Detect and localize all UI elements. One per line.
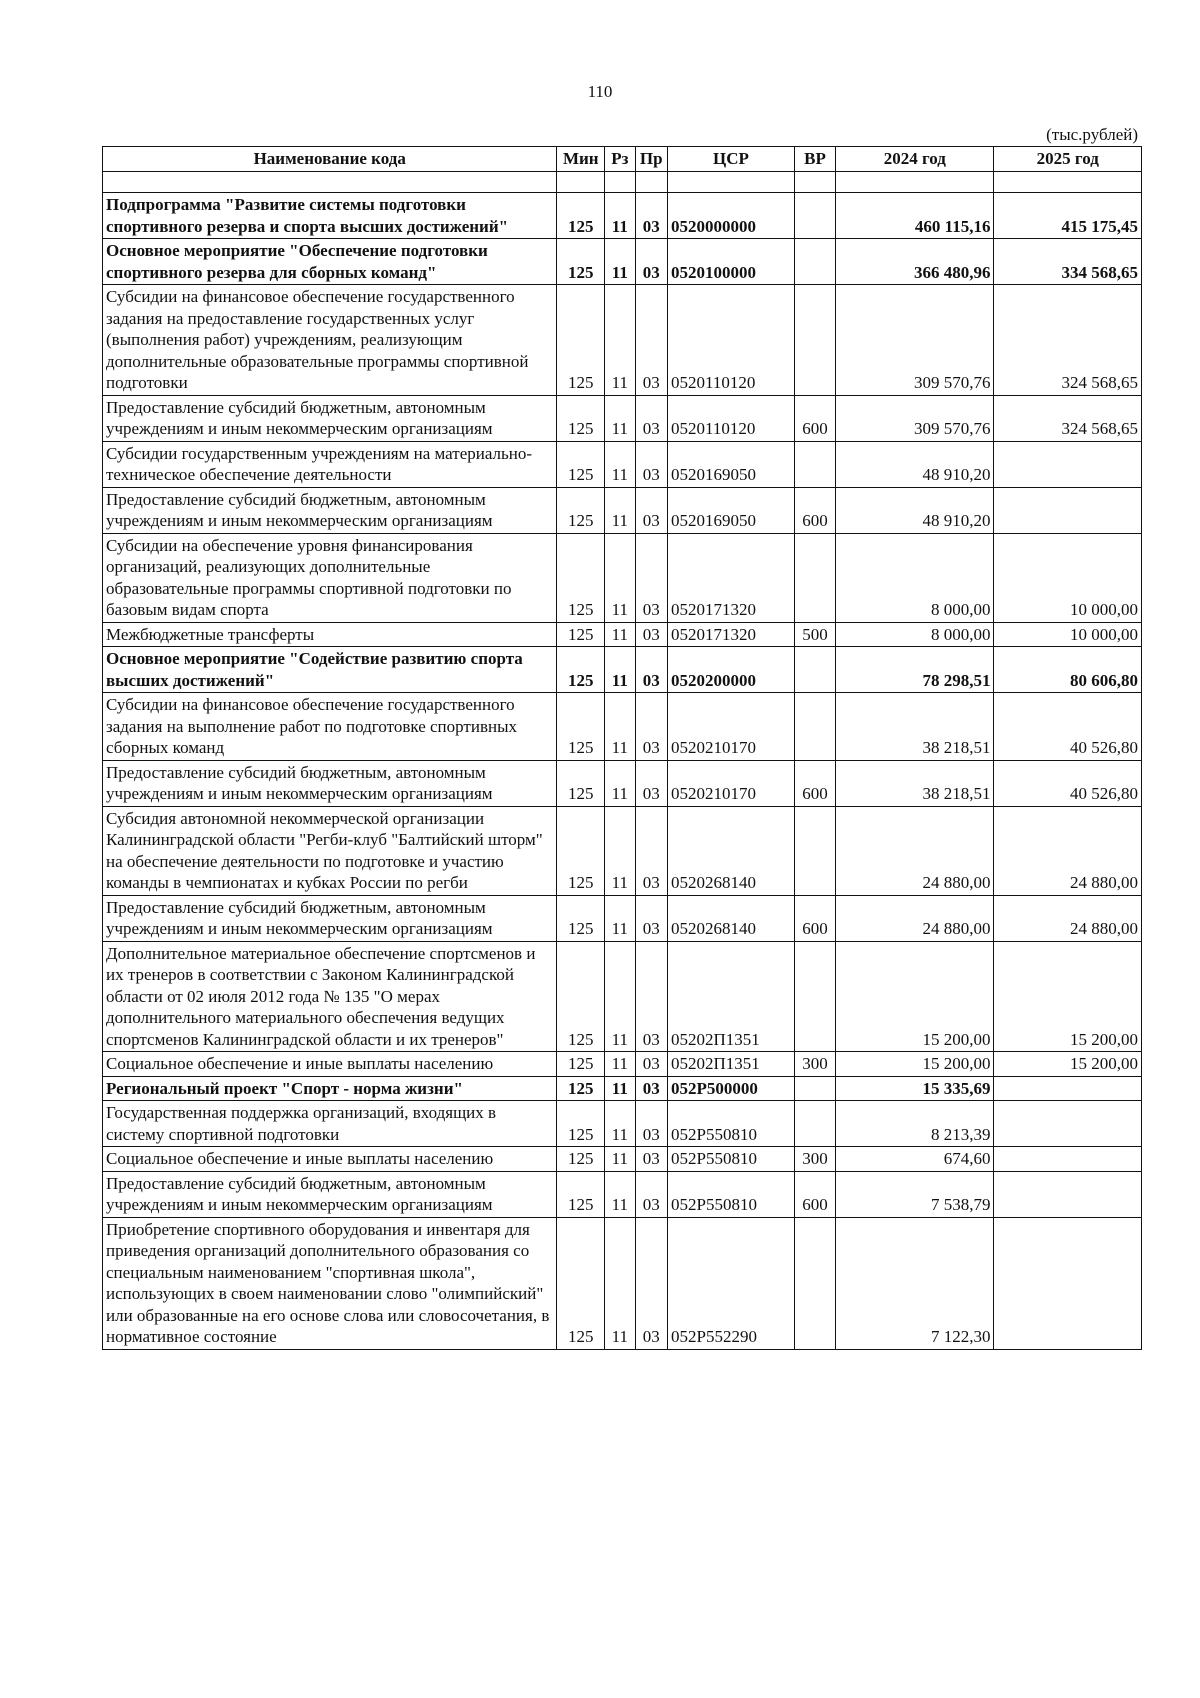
row-csr: 052Р552290 bbox=[668, 1217, 795, 1349]
row-rz: 11 bbox=[605, 1052, 635, 1077]
row-2025 bbox=[994, 1147, 1142, 1172]
header-2025: 2025 год bbox=[994, 147, 1142, 172]
row-vr: 300 bbox=[794, 1052, 835, 1077]
table-row bbox=[103, 760, 1142, 806]
row-pr: 03 bbox=[635, 1171, 668, 1217]
row-vr: 300 bbox=[794, 1147, 835, 1172]
row-rz: 11 bbox=[605, 533, 635, 622]
row-pr: 03 bbox=[635, 1076, 668, 1101]
row-pr: 03 bbox=[635, 193, 668, 239]
row-min: 125 bbox=[557, 1147, 605, 1172]
row-2024: 8 213,39 bbox=[836, 1101, 994, 1147]
row-2024: 8 000,00 bbox=[836, 533, 994, 622]
row-rz: 11 bbox=[605, 487, 635, 533]
row-name: Субсидии на финансовое обеспечение государственного задания на выполнение работ по подготовке спортивных сборных команд bbox=[103, 693, 557, 761]
row-rz: 11 bbox=[605, 941, 635, 1052]
row-rz: 11 bbox=[605, 895, 635, 941]
row-min: 125 bbox=[557, 1101, 605, 1147]
row-pr: 03 bbox=[635, 760, 668, 806]
row-csr: 0520169050 bbox=[668, 441, 795, 487]
row-vr bbox=[794, 1101, 835, 1147]
row-vr bbox=[794, 806, 835, 895]
row-2025: 10 000,00 bbox=[994, 622, 1142, 647]
row-pr: 03 bbox=[635, 1101, 668, 1147]
row-pr: 03 bbox=[635, 895, 668, 941]
row-min: 125 bbox=[557, 1171, 605, 1217]
row-2025 bbox=[994, 487, 1142, 533]
table-row bbox=[103, 647, 1142, 693]
row-2025: 15 200,00 bbox=[994, 1052, 1142, 1077]
row-2025: 324 568,65 bbox=[994, 285, 1142, 396]
spacer-cell bbox=[794, 172, 835, 193]
row-2024: 674,60 bbox=[836, 1147, 994, 1172]
row-csr: 052Р550810 bbox=[668, 1101, 795, 1147]
row-csr: 0520110120 bbox=[668, 285, 795, 396]
row-rz: 11 bbox=[605, 239, 635, 285]
row-pr: 03 bbox=[635, 285, 668, 396]
row-pr: 03 bbox=[635, 622, 668, 647]
row-csr: 05202П1351 bbox=[668, 941, 795, 1052]
row-pr: 03 bbox=[635, 487, 668, 533]
row-2025 bbox=[994, 1101, 1142, 1147]
row-csr: 0520100000 bbox=[668, 239, 795, 285]
row-csr: 0520000000 bbox=[668, 193, 795, 239]
row-2024: 15 200,00 bbox=[836, 1052, 994, 1077]
row-2024: 24 880,00 bbox=[836, 895, 994, 941]
row-min: 125 bbox=[557, 193, 605, 239]
row-csr: 0520171320 bbox=[668, 622, 795, 647]
row-pr: 03 bbox=[635, 1217, 668, 1349]
row-min: 125 bbox=[557, 533, 605, 622]
row-2024: 309 570,76 bbox=[836, 395, 994, 441]
row-min: 125 bbox=[557, 895, 605, 941]
row-csr: 0520210170 bbox=[668, 760, 795, 806]
row-pr: 03 bbox=[635, 533, 668, 622]
row-min: 125 bbox=[557, 487, 605, 533]
row-2025 bbox=[994, 1171, 1142, 1217]
spacer-cell bbox=[668, 172, 795, 193]
table-row bbox=[103, 395, 1142, 441]
row-vr: 600 bbox=[794, 395, 835, 441]
row-2025: 10 000,00 bbox=[994, 533, 1142, 622]
table-row bbox=[103, 441, 1142, 487]
row-min: 125 bbox=[557, 622, 605, 647]
row-name: Социальное обеспечение и иные выплаты населению bbox=[103, 1052, 557, 1077]
row-2024: 38 218,51 bbox=[836, 693, 994, 761]
row-vr bbox=[794, 193, 835, 239]
row-min: 125 bbox=[557, 1052, 605, 1077]
row-name: Приобретение спортивного оборудования и инвентаря для приведения организаций дополнительного образования со специальным наименованием "спортивная школа", использующих в своем наименовании слово "олимпийский" или образованные на его основе слова или словосочетания, в нормативное состояние bbox=[103, 1217, 557, 1349]
row-rz: 11 bbox=[605, 622, 635, 647]
row-min: 125 bbox=[557, 239, 605, 285]
row-vr bbox=[794, 441, 835, 487]
row-csr: 05202П1351 bbox=[668, 1052, 795, 1077]
row-rz: 11 bbox=[605, 193, 635, 239]
row-min: 125 bbox=[557, 693, 605, 761]
table-row bbox=[103, 193, 1142, 239]
table-row bbox=[103, 1217, 1142, 1349]
row-vr bbox=[794, 533, 835, 622]
row-rz: 11 bbox=[605, 395, 635, 441]
row-vr bbox=[794, 647, 835, 693]
row-vr: 600 bbox=[794, 487, 835, 533]
row-name: Предоставление субсидий бюджетным, автономным учреждениям и иным некоммерческим организациям bbox=[103, 760, 557, 806]
row-csr: 052Р500000 bbox=[668, 1076, 795, 1101]
row-2024: 309 570,76 bbox=[836, 285, 994, 396]
spacer-cell bbox=[103, 172, 557, 193]
row-min: 125 bbox=[557, 1076, 605, 1101]
row-vr: 500 bbox=[794, 622, 835, 647]
row-rz: 11 bbox=[605, 1076, 635, 1101]
spacer-cell bbox=[605, 172, 635, 193]
table-row bbox=[103, 1052, 1142, 1077]
row-2025: 24 880,00 bbox=[994, 895, 1142, 941]
row-min: 125 bbox=[557, 395, 605, 441]
row-2024: 7 538,79 bbox=[836, 1171, 994, 1217]
row-2025: 80 606,80 bbox=[994, 647, 1142, 693]
row-rz: 11 bbox=[605, 441, 635, 487]
header-pr: Пр bbox=[635, 147, 668, 172]
spacer-cell bbox=[557, 172, 605, 193]
row-vr bbox=[794, 941, 835, 1052]
row-2025 bbox=[994, 1217, 1142, 1349]
row-vr: 600 bbox=[794, 1171, 835, 1217]
row-csr: 0520169050 bbox=[668, 487, 795, 533]
row-vr bbox=[794, 285, 835, 396]
row-2024: 15 335,69 bbox=[836, 1076, 994, 1101]
row-2025: 415 175,45 bbox=[994, 193, 1142, 239]
row-2025: 334 568,65 bbox=[994, 239, 1142, 285]
row-2024: 48 910,20 bbox=[836, 487, 994, 533]
header-vr: ВР bbox=[794, 147, 835, 172]
row-name: Предоставление субсидий бюджетным, автономным учреждениям и иным некоммерческим организациям bbox=[103, 487, 557, 533]
row-name: Дополнительное материальное обеспечение спортсменов и их тренеров в соответствии с Законом Калининградской области от 02 июля 2012 года № 135 "О мерах дополнительного материального обеспечения ведущих спортсменов Калининградской области и их тренеров" bbox=[103, 941, 557, 1052]
table-row bbox=[103, 285, 1142, 396]
table-header-row bbox=[103, 147, 1142, 172]
spacer-cell bbox=[836, 172, 994, 193]
table-row bbox=[103, 1101, 1142, 1147]
row-name: Предоставление субсидий бюджетным, автономным учреждениям и иным некоммерческим организациям bbox=[103, 395, 557, 441]
table-row bbox=[103, 693, 1142, 761]
row-name: Государственная поддержка организаций, входящих в систему спортивной подготовки bbox=[103, 1101, 557, 1147]
table-row bbox=[103, 806, 1142, 895]
row-pr: 03 bbox=[635, 693, 668, 761]
row-2025: 24 880,00 bbox=[994, 806, 1142, 895]
row-2025: 40 526,80 bbox=[994, 693, 1142, 761]
row-min: 125 bbox=[557, 647, 605, 693]
row-2025: 15 200,00 bbox=[994, 941, 1142, 1052]
row-2024: 460 115,16 bbox=[836, 193, 994, 239]
units-label: (тыс.рублей) bbox=[1046, 125, 1138, 144]
row-min: 125 bbox=[557, 806, 605, 895]
row-pr: 03 bbox=[635, 806, 668, 895]
row-rz: 11 bbox=[605, 1217, 635, 1349]
row-2024: 8 000,00 bbox=[836, 622, 994, 647]
row-min: 125 bbox=[557, 760, 605, 806]
table-row bbox=[103, 1076, 1142, 1101]
row-rz: 11 bbox=[605, 693, 635, 761]
row-2024: 15 200,00 bbox=[836, 941, 994, 1052]
table-row bbox=[103, 895, 1142, 941]
row-name: Подпрограмма "Развитие системы подготовки спортивного резерва и спорта высших достижений" bbox=[103, 193, 557, 239]
spacer-cell bbox=[635, 172, 668, 193]
row-2024: 38 218,51 bbox=[836, 760, 994, 806]
row-min: 125 bbox=[557, 1217, 605, 1349]
row-pr: 03 bbox=[635, 1052, 668, 1077]
budget-table bbox=[102, 146, 1142, 1350]
row-name: Предоставление субсидий бюджетным, автономным учреждениям и иным некоммерческим организациям bbox=[103, 1171, 557, 1217]
row-vr bbox=[794, 1217, 835, 1349]
row-pr: 03 bbox=[635, 441, 668, 487]
table-row bbox=[103, 1147, 1142, 1172]
row-min: 125 bbox=[557, 941, 605, 1052]
table-row bbox=[103, 1171, 1142, 1217]
row-csr: 052Р550810 bbox=[668, 1147, 795, 1172]
row-min: 125 bbox=[557, 441, 605, 487]
row-name: Субсидии государственным учреждениям на материально-техническое обеспечение деятельности bbox=[103, 441, 557, 487]
row-csr: 052Р550810 bbox=[668, 1171, 795, 1217]
row-rz: 11 bbox=[605, 285, 635, 396]
row-2024: 24 880,00 bbox=[836, 806, 994, 895]
row-name: Межбюджетные трансферты bbox=[103, 622, 557, 647]
table-row bbox=[103, 622, 1142, 647]
row-vr: 600 bbox=[794, 760, 835, 806]
row-pr: 03 bbox=[635, 1147, 668, 1172]
row-name: Субсидии на финансовое обеспечение государственного задания на предоставление государственных услуг (выполнения работ) учреждениям, реализующим дополнительные образовательные программы спортивной подготовки bbox=[103, 285, 557, 396]
row-vr: 600 bbox=[794, 895, 835, 941]
row-min: 125 bbox=[557, 285, 605, 396]
row-2024: 78 298,51 bbox=[836, 647, 994, 693]
row-pr: 03 bbox=[635, 647, 668, 693]
row-2024: 7 122,30 bbox=[836, 1217, 994, 1349]
row-vr bbox=[794, 239, 835, 285]
row-csr: 0520268140 bbox=[668, 806, 795, 895]
table-row bbox=[103, 941, 1142, 1052]
row-csr: 0520171320 bbox=[668, 533, 795, 622]
table-row bbox=[103, 487, 1142, 533]
row-name: Основное мероприятие "Обеспечение подготовки спортивного резерва для сборных команд" bbox=[103, 239, 557, 285]
row-name: Предоставление субсидий бюджетным, автономным учреждениям и иным некоммерческим организациям bbox=[103, 895, 557, 941]
row-rz: 11 bbox=[605, 806, 635, 895]
table-row bbox=[103, 533, 1142, 622]
header-csr: ЦСР bbox=[668, 147, 795, 172]
row-rz: 11 bbox=[605, 1171, 635, 1217]
header-rz: Рз bbox=[605, 147, 635, 172]
row-rz: 11 bbox=[605, 647, 635, 693]
row-csr: 0520210170 bbox=[668, 693, 795, 761]
row-name: Субсидии на обеспечение уровня финансирования организаций, реализующих дополнительные образовательные программы спортивной подготовки по базовым видам спорта bbox=[103, 533, 557, 622]
row-name: Субсидия автономной некоммерческой организации Калининградской области "Регби-клуб "Балтийский шторм" на обеспечение деятельности по подготовке и участию команды в чемпионатах и кубках России по регби bbox=[103, 806, 557, 895]
row-csr: 0520200000 bbox=[668, 647, 795, 693]
row-csr: 0520268140 bbox=[668, 895, 795, 941]
row-name: Социальное обеспечение и иные выплаты населению bbox=[103, 1147, 557, 1172]
page-number: 110 bbox=[587, 82, 613, 101]
row-2024: 366 480,96 bbox=[836, 239, 994, 285]
row-name: Региональный проект "Спорт - норма жизни" bbox=[103, 1076, 557, 1101]
row-vr bbox=[794, 693, 835, 761]
header-name: Наименование кода bbox=[103, 147, 557, 172]
row-2025 bbox=[994, 441, 1142, 487]
row-pr: 03 bbox=[635, 941, 668, 1052]
row-pr: 03 bbox=[635, 395, 668, 441]
row-2024: 48 910,20 bbox=[836, 441, 994, 487]
row-name: Основное мероприятие "Содействие развитию спорта высших достижений" bbox=[103, 647, 557, 693]
row-vr bbox=[794, 1076, 835, 1101]
row-rz: 11 bbox=[605, 760, 635, 806]
spacer-cell bbox=[994, 172, 1142, 193]
row-2025: 40 526,80 bbox=[994, 760, 1142, 806]
row-csr: 0520110120 bbox=[668, 395, 795, 441]
row-2025: 324 568,65 bbox=[994, 395, 1142, 441]
row-rz: 11 bbox=[605, 1147, 635, 1172]
header-min: Мин bbox=[557, 147, 605, 172]
table-row bbox=[103, 239, 1142, 285]
row-rz: 11 bbox=[605, 1101, 635, 1147]
table-spacer-row bbox=[103, 172, 1142, 193]
row-pr: 03 bbox=[635, 239, 668, 285]
row-2025 bbox=[994, 1076, 1142, 1101]
header-2024: 2024 год bbox=[836, 147, 994, 172]
